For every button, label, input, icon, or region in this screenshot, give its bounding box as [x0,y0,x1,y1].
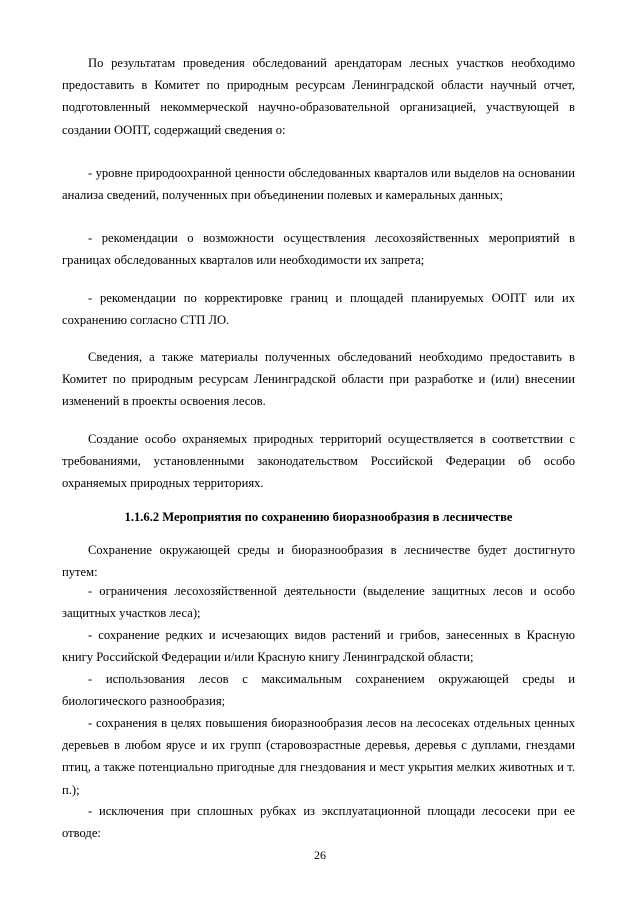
list-item-forest-use: - использования лесов с максимальным сохранением окружающей среды и биологического разнообразия; [62,672,575,709]
paragraph-survey-report: По результатам проведения обследований арендаторам лесных участков необходимо предоставить в Комитет по природным ресурсам Ленинградской области научный отчет, подготовленный некоммерческой научно-образовательной организацией, участвующей в создании ООПТ, содержащий сведения о: [62,56,575,137]
paragraph-biodiversity-intro: Сохранение окружающей среды и биоразнообразия в лесничестве будет достигнуто путем: [62,543,575,580]
paragraph-protected-areas-creation: Создание особо охраняемых природных территорий осуществляется в соответствии с требованиями, установленными законодательством Российской Федерации об особо охраняемых природных территориях. [62,432,575,491]
paragraph-boundary-recommendations: - рекомендации по корректировке границ и площадей планируемых ООПТ или их сохранению согласно СТП ЛО. [62,291,575,328]
paragraph-forestry-recommendations: - рекомендации о возможности осуществления лесохозяйственных мероприятий в границах обследованных кварталов или необходимости их запрета; [62,231,575,268]
paragraph-conservation-value: - уровне природоохранной ценности обследованных кварталов или выделов на основании анализа сведений, полученных при объединении полевых и камеральных данных; [62,166,575,203]
list-item-rare-species: - сохранение редких и исчезающих видов растений и грибов, занесенных в Красную книгу Российской Федерации и/или Красную книгу Ленинградской области; [62,628,575,665]
list-item-valuable-trees: - сохранения в целях повышения биоразнообразия лесов на лесосеках отдельных ценных деревьев в любом ярусе и их групп (старовозрастные деревья, деревья с дуплами, гнездами птиц, а также потенциально пригодные для гнездования и мест укрытия мелких животных и т. п.); [62,716,575,797]
paragraph-materials-submission: Сведения, а также материалы полученных обследований необходимо предоставить в Комитет по природным ресурсам Ленинградской области при разработке и (или) внесении изменений в проекты освоения лесов. [62,350,575,409]
section-heading: 1.1.6.2 Мероприятия по сохранению биоразнообразия в лесничестве [124,510,513,524]
page-number: 26 [314,848,326,862]
list-item-clear-cutting: - исключения при сплошных рубках из эксплуатационной площади лесосеки при ее отводе: [62,804,575,841]
list-item-restriction: - ограничения лесохозяйственной деятельности (выделение защитных лесов и особо защитных участков леса); [62,584,575,621]
